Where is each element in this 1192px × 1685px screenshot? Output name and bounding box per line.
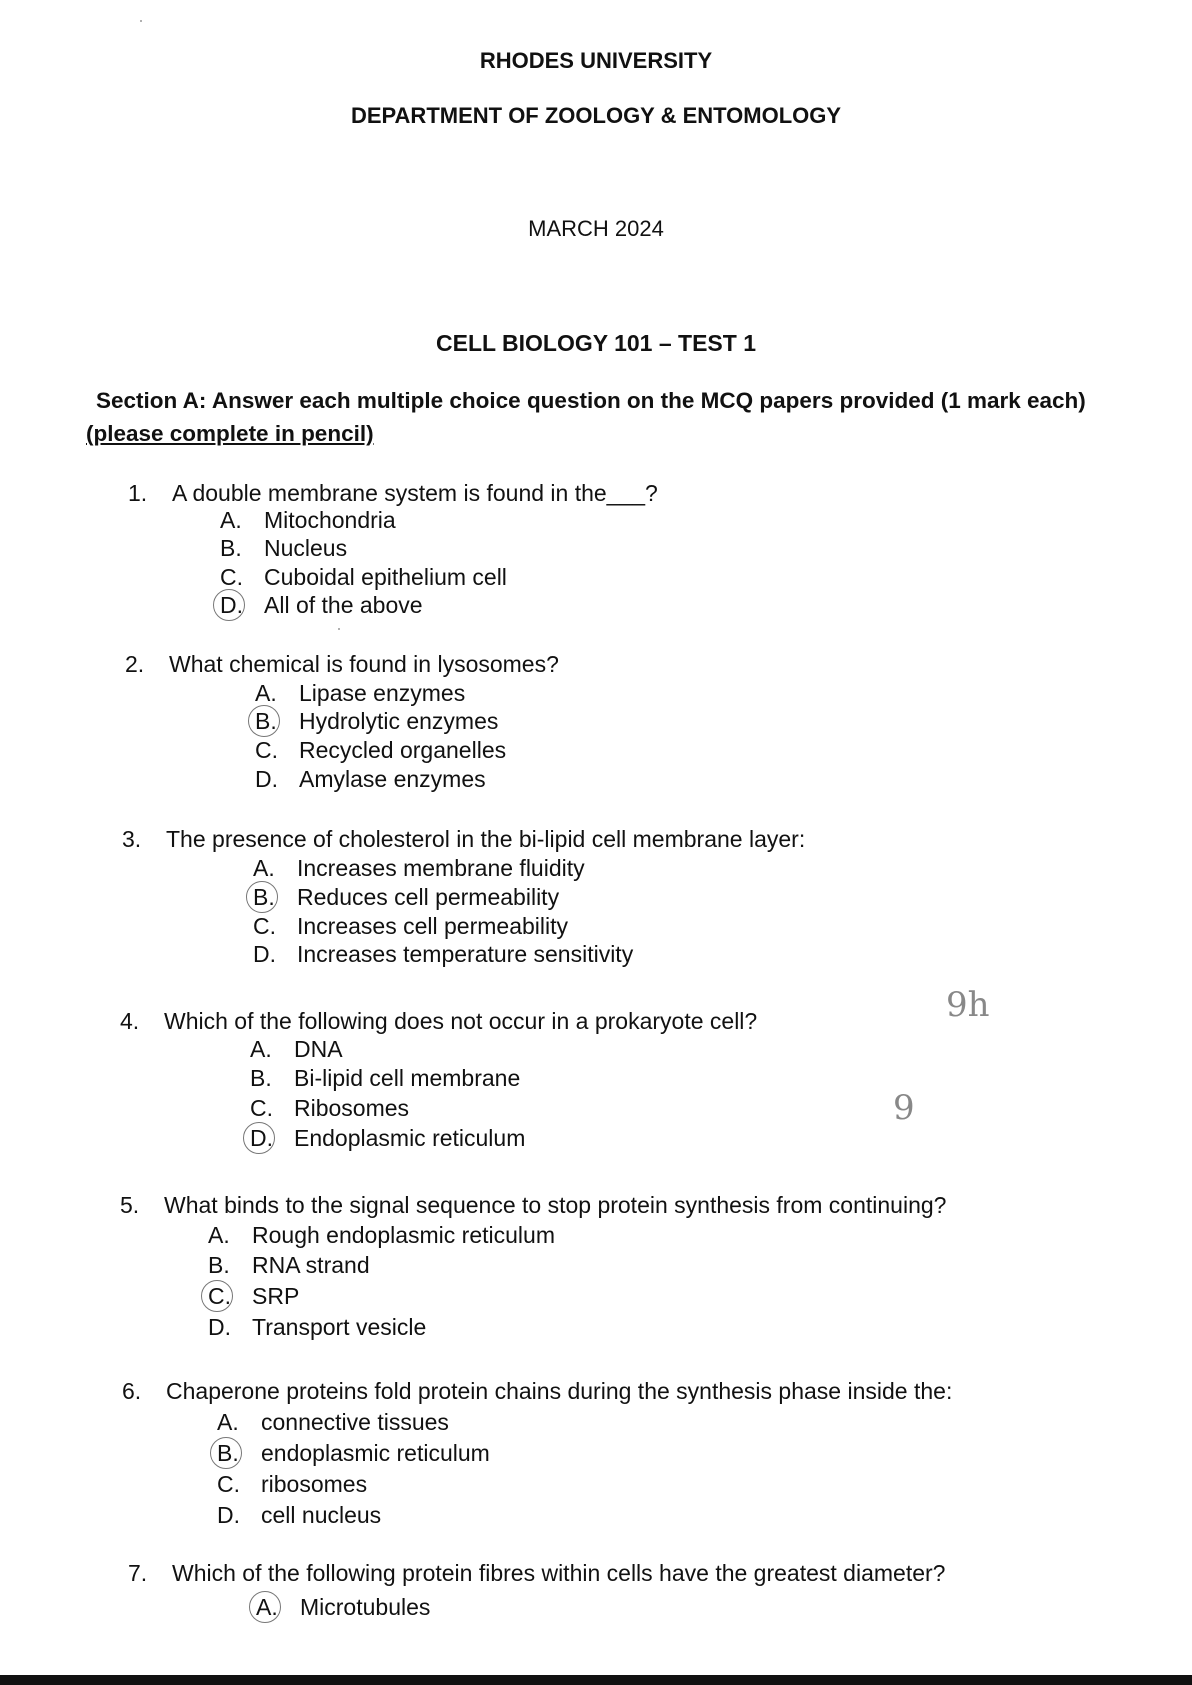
question-number: 7. (128, 1560, 148, 1586)
circled-answer-mark: D. (220, 592, 264, 619)
question-6 (122, 1378, 952, 1405)
option-6a: A. connective tissues (217, 1409, 449, 1435)
question-number: 3. (122, 826, 142, 852)
option-1b: B. Nucleus (220, 535, 348, 561)
question-number: 1. (128, 480, 148, 506)
circled-answer-mark: D. (250, 1125, 294, 1152)
option-2a: A. Lipase enzymes (255, 680, 466, 706)
circled-answer-mark: B. (253, 884, 297, 911)
question-2 (125, 651, 559, 678)
pencil-note: (please complete in pencil) (86, 421, 374, 446)
option-3b: B. Reduces cell permeability (253, 884, 560, 910)
question-3 (122, 826, 805, 853)
section-a-instruction-text: Section A: Answer each multiple choice question on the MCQ papers provided (1 mark each) (96, 388, 1086, 413)
question-number: 5. (120, 1192, 140, 1218)
option-5b: B. RNA strand (208, 1252, 370, 1278)
circled-answer-mark: B. (217, 1440, 261, 1467)
option-5c: C. SRP (208, 1283, 300, 1309)
option-1d: D. All of the above (220, 592, 423, 618)
question-text: The presence of cholesterol in the bi-lipid cell membrane layer: (166, 826, 806, 852)
option-5a: A. Rough endoplasmic reticulum (208, 1222, 555, 1248)
section-a-instructions (86, 384, 1096, 450)
option-1c: C. Cuboidal epithelium cell (220, 564, 507, 590)
question-1 (128, 480, 658, 507)
scan-bottom-edge (0, 1675, 1192, 1685)
option-4c: C. Ribosomes (250, 1095, 410, 1121)
question-5 (120, 1192, 946, 1219)
option-3d: D. Increases temperature sensitivity (253, 941, 634, 967)
handwritten-note: 9 (893, 1088, 915, 1128)
circled-answer-mark: C. (208, 1283, 252, 1310)
scan-speck (140, 20, 142, 22)
question-number: 6. (122, 1378, 142, 1404)
option-4b: B. Bi-lipid cell membrane (250, 1065, 521, 1091)
circled-answer-mark: A. (256, 1594, 300, 1621)
question-4 (120, 1008, 757, 1035)
option-6b: B. endoplasmic reticulum (217, 1440, 490, 1466)
question-text: What binds to the signal sequence to stop protein synthesis from continuing? (164, 1192, 947, 1218)
question-7 (128, 1560, 945, 1587)
exam-date: MARCH 2024 (528, 216, 664, 241)
question-text: What chemical is found in lysosomes? (169, 651, 559, 677)
option-6d: D. cell nucleus (217, 1502, 382, 1528)
option-4d: D. Endoplasmic reticulum (250, 1125, 526, 1151)
option-5d: D. Transport vesicle (208, 1314, 427, 1340)
department-name: DEPARTMENT OF ZOOLOGY & ENTOMOLOGY (350, 103, 842, 128)
option-3a: A. Increases membrane fluidity (253, 855, 585, 881)
option-2d: D. Amylase enzymes (255, 766, 486, 792)
question-text: Which of the following protein fibres within cells have the greatest diameter? (172, 1560, 946, 1586)
question-text: Which of the following does not occur in a prokaryote cell? (164, 1008, 758, 1034)
question-text: Chaperone proteins fold protein chains during the synthesis phase inside the: (166, 1378, 953, 1404)
handwritten-note: 9h (946, 985, 990, 1025)
option-4a: A. DNA (250, 1036, 343, 1062)
question-number: 2. (125, 651, 145, 677)
question-text: A double membrane system is found in the___? (172, 480, 658, 506)
option-7a: A. Microtubules (256, 1594, 431, 1620)
scan-speck (338, 628, 340, 630)
option-1a: A. Mitochondria (220, 507, 396, 533)
university-name: RHODES UNIVERSITY (479, 48, 713, 73)
question-number: 4. (120, 1008, 140, 1034)
option-6c: C. ribosomes (217, 1471, 368, 1497)
circled-answer-mark: B. (255, 708, 299, 735)
option-2b: B. Hydrolytic enzymes (255, 708, 499, 734)
option-2c: C. Recycled organelles (255, 737, 507, 763)
test-title: CELL BIOLOGY 101 – TEST 1 (436, 330, 756, 356)
option-3c: C. Increases cell permeability (253, 913, 569, 939)
